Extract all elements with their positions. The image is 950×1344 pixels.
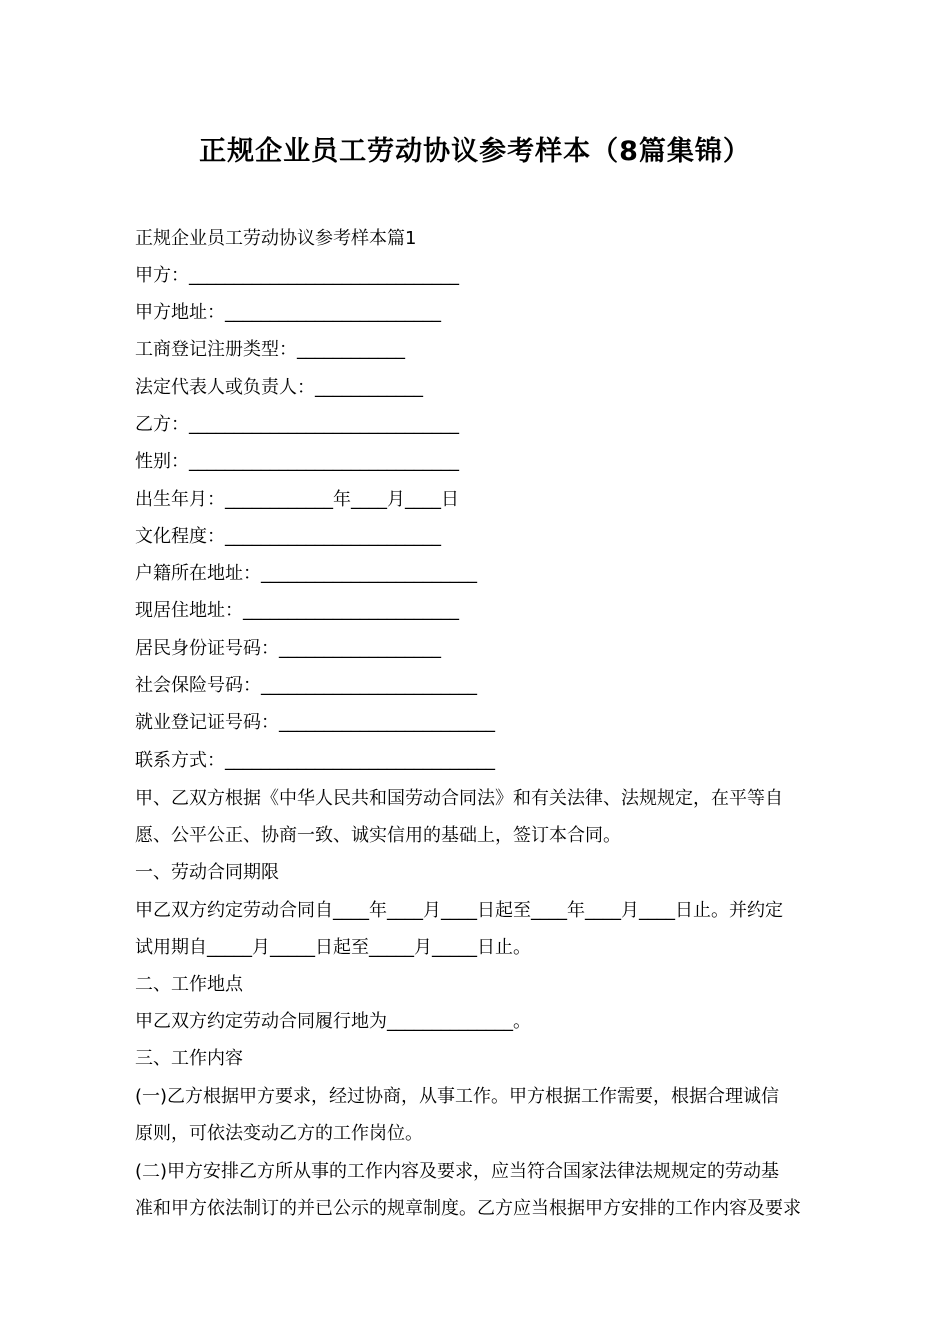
section-3-heading: 三、工作内容 <box>135 1048 243 1069</box>
party-a-address-field: 甲方地址：________________________ <box>135 302 441 323</box>
sample-heading: 正规企业员工劳动协议参考样本篇1 <box>135 228 417 249</box>
social-security-field: 社会保险号码：________________________ <box>135 675 477 696</box>
party-b-field: 乙方：______________________________ <box>135 414 459 435</box>
contact-field: 联系方式：______________________________ <box>135 750 495 771</box>
current-address-field: 现居住地址：________________________ <box>135 600 459 621</box>
section-1-paragraph-line: 甲乙双方约定劳动合同自____年____月____日起至____年____月____日止。并约定 <box>135 900 783 921</box>
section-2-text: 甲乙双方约定劳动合同履行地为______________。 <box>135 1011 531 1032</box>
section-3-item-2-line: 准和甲方依法制订的并已公示的规章制度。乙方应当根据甲方安排的工作内容及要求 <box>135 1198 801 1219</box>
gender-field: 性别：______________________________ <box>135 451 459 472</box>
section-1-heading: 一、劳动合同期限 <box>135 862 279 883</box>
education-field: 文化程度：________________________ <box>135 526 441 547</box>
section-3-item-1-line: (一)乙方根据甲方要求，经过协商，从事工作。甲方根据工作需要，根据合理诚信 <box>135 1086 780 1107</box>
business-registration-type-field: 工商登记注册类型：____________ <box>135 339 405 360</box>
intro-paragraph <box>116 780 834 854</box>
section-1-paragraph-line: 试用期自_____月_____日起至_____月_____日止。 <box>135 937 531 958</box>
section-3-item-2 <box>116 1153 834 1227</box>
employment-registration-field: 就业登记证号码：________________________ <box>135 712 495 733</box>
legal-representative-field: 法定代表人或负责人：____________ <box>135 377 423 398</box>
section-1-paragraph <box>116 892 834 966</box>
section-3-item-1-line: 原则，可依法变动乙方的工作岗位。 <box>135 1123 423 1144</box>
section-3-item-1 <box>116 1078 834 1152</box>
intro-paragraph-line: 甲、乙双方根据《中华人民共和国劳动合同法》和有关法律、法规规定，在平等自 <box>135 788 783 809</box>
birth-date-field: 出生年月：____________年____月____日 <box>135 489 459 510</box>
document-title: 正规企业员工劳动协议参考样本（8篇集锦） <box>199 136 751 167</box>
intro-paragraph-line: 愿、公平公正、协商一致、诚实信用的基础上，签订本合同。 <box>135 825 621 846</box>
section-3-item-2-line: (二)甲方安排乙方所从事的工作内容及要求，应当符合国家法律法规规定的劳动基 <box>135 1161 780 1182</box>
household-address-field: 户籍所在地址：________________________ <box>135 563 477 584</box>
party-a-field: 甲方：______________________________ <box>135 265 459 286</box>
id-number-field: 居民身份证号码：__________________ <box>135 638 441 659</box>
section-2-heading: 二、工作地点 <box>135 974 243 995</box>
